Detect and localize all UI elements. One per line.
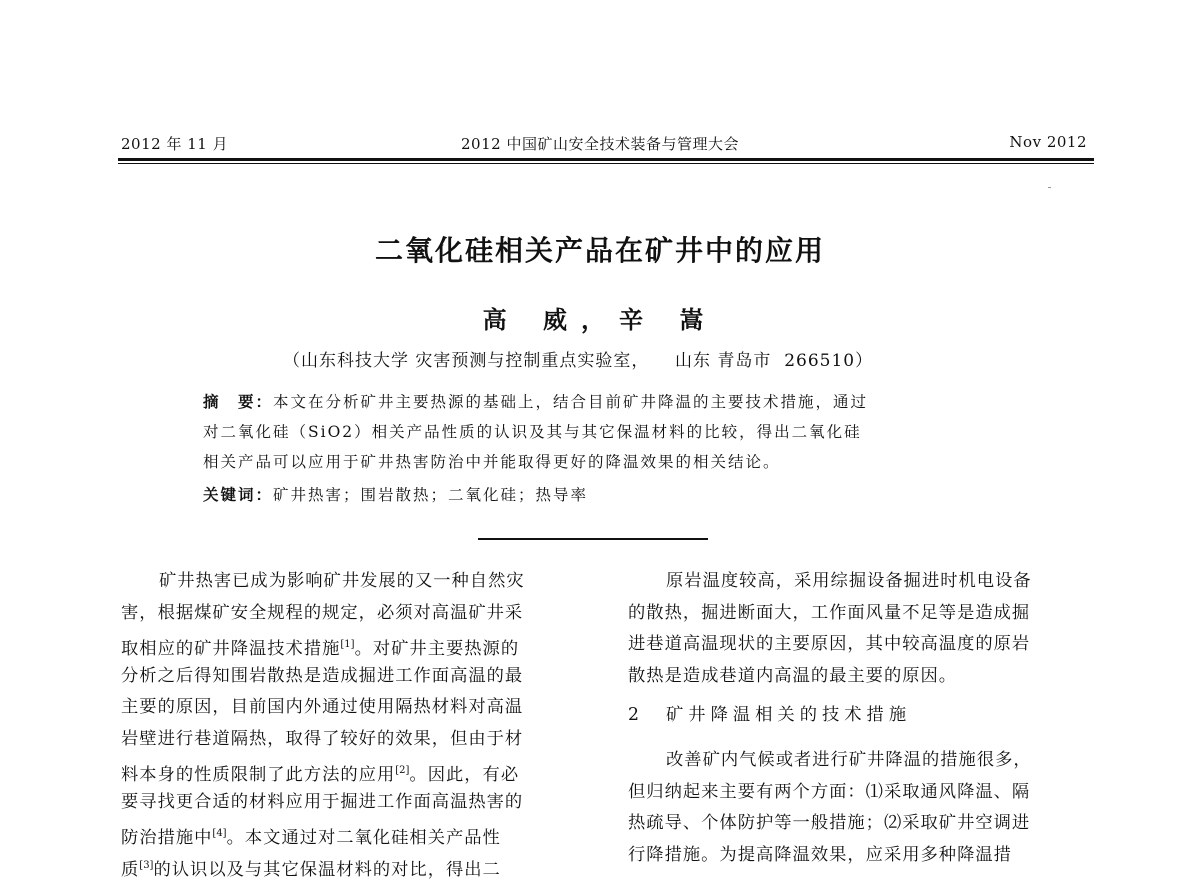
body-line — [121, 629, 591, 661]
body-text: 质 — [121, 859, 140, 880]
body-line: 分析之后得知围岩散热是造成掘进工作面高温的最 — [121, 665, 524, 686]
body-line: 的散热，掘进断面大，工作面风量不足等是造成掘 — [628, 602, 1031, 623]
paper-title: 二氧化硅相关产品在矿井中的应用 — [374, 234, 825, 267]
body-line: 散热是造成巷道内高温的最主要的原因。 — [628, 665, 958, 686]
body-line: 热疏导、个体防护等一般措施；⑵采取矿井空调进 — [628, 813, 1031, 833]
abstract-label: 摘 要： — [203, 393, 274, 411]
scan-speck — [1048, 187, 1051, 188]
header-conference: 2012 中国矿山安全技术装备与管理大会 — [461, 135, 739, 153]
abstract-line: 对二氧化硅（SiO2）相关产品性质的认识及其与其它保温材料的比较，得出二氧化硅 — [203, 423, 862, 441]
abstract-text: 本文在分析矿井主要热源的基础上，结合目前矿井降温的主要技术措施，通过 — [273, 393, 869, 411]
body-text: 。本文通过对二氧化硅相关产品性 — [226, 827, 501, 848]
body-line: 要寻找更合适的材料应用于掘进工作面高温热害的 — [121, 791, 524, 812]
keywords-text: 矿井热害；围岩散热；二氧化硅；热导率 — [273, 486, 589, 504]
section-title: 矿井降温相关的技术措施 — [666, 705, 912, 725]
body-text: 料本身的性质限制了此方法的应用 — [121, 764, 396, 785]
header-date-en: Nov 2012 — [1009, 133, 1087, 151]
abstract-line — [203, 387, 1015, 417]
header-date: 2012 年 11 月 — [121, 135, 229, 153]
header-rule-thick — [118, 158, 1094, 161]
citation-ref: [1] — [340, 639, 355, 650]
section-number: 2 — [628, 705, 644, 725]
body-line: 行降措施。为提高降温效果，应采用多种降温措 — [628, 844, 1012, 865]
body-line — [121, 818, 591, 850]
citation-ref: [2] — [395, 765, 410, 776]
abstract — [203, 387, 1015, 477]
body-line: 主要的原因，目前国内外通过使用隔热材料对高温 — [121, 697, 524, 717]
body-right-column — [628, 566, 1098, 871]
body-text: 的认识以及与其它保温材料的对比，得出二 — [153, 859, 501, 880]
body-line — [121, 850, 591, 882]
header-rule-thin — [118, 163, 1094, 164]
body-text: 。因此，有必 — [409, 764, 520, 785]
body-left-column — [121, 566, 591, 881]
keywords — [203, 483, 588, 505]
body-text: 防治措施中 — [121, 827, 213, 848]
citation-ref: [3] — [139, 859, 154, 871]
body-line: 原岩温度较高，采用综掘设备掘进时机电设备 — [666, 571, 1032, 591]
keywords-label: 关键词： — [203, 486, 274, 504]
body-line: 岩壁进行巷道隔热，取得了较好的效果，但由于材 — [121, 728, 524, 749]
body-line: 改善矿内气候或者进行矿井降温的措施很多， — [666, 750, 1032, 770]
abstract-divider — [478, 538, 708, 540]
citation-ref: [4] — [212, 828, 227, 839]
body-line: 矿井热害已成为影响矿井发展的又一种自然灾 — [159, 571, 525, 591]
body-line: 害，根据煤矿安全规程的规定，必须对高温矿井采 — [121, 602, 524, 623]
body-text: 取相应的矿井降温技术措施 — [121, 638, 341, 659]
section-heading — [628, 692, 1098, 739]
body-line: 但归纳起来主要有两个方面：⑴采取通风降温、隔 — [628, 781, 1031, 802]
body-line — [121, 755, 591, 787]
body-text: 。对矿井主要热源的 — [354, 638, 520, 659]
abstract-line: 相关产品可以应用于矿井热害防治中并能取得更好的降温效果的相关结论。 — [203, 453, 781, 471]
paper-affiliation: （山东科技大学 灾害预测与控制重点实验室， 山东 青岛市 266510） — [283, 351, 874, 371]
paper-authors: 高 威，辛 嵩 — [482, 305, 718, 334]
body-line: 进巷道高温现状的主要原因，其中较高温度的原岩 — [628, 634, 1031, 654]
